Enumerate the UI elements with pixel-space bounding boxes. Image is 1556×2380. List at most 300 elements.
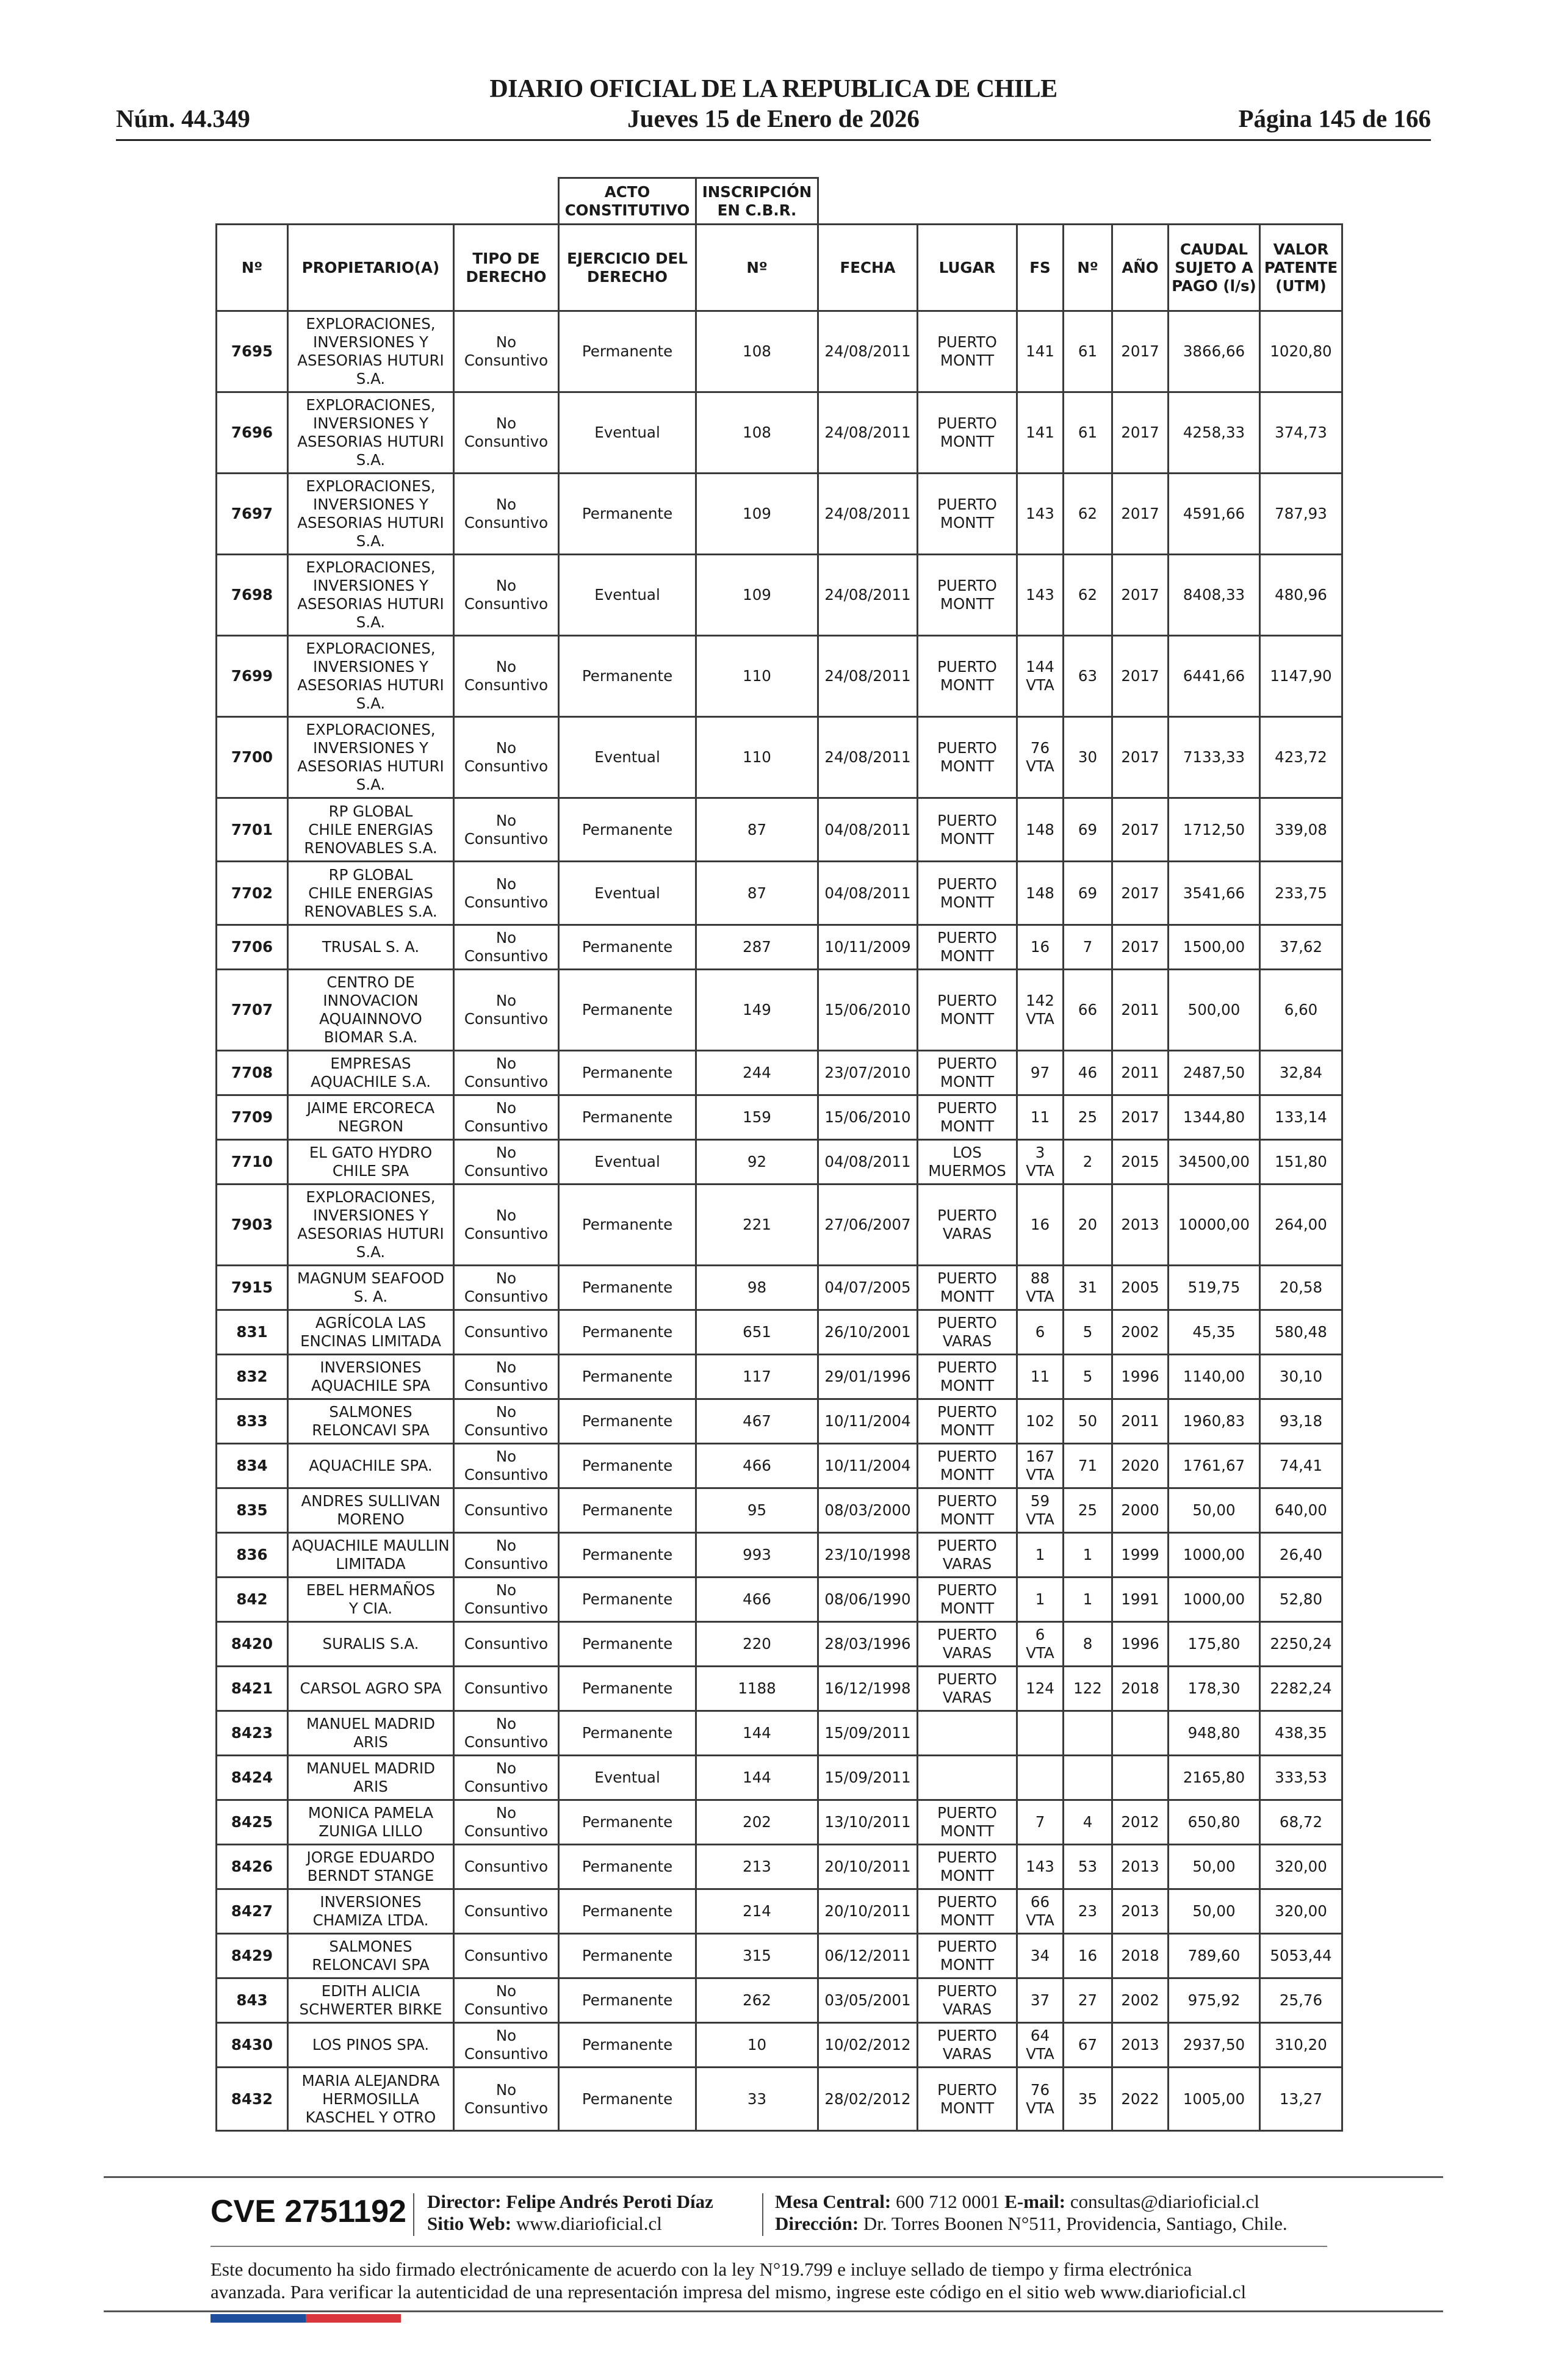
lugar-cell: PUERTO MONTT — [918, 555, 1017, 636]
fs-cell: 97 — [1017, 1051, 1064, 1095]
valor-cell: 52,80 — [1260, 1578, 1342, 1622]
owner-cell: RP GLOBAL CHILE ENERGIAS RENOVABLES S.A. — [288, 862, 454, 925]
ejercicio-cell: Eventual — [559, 717, 696, 798]
lugar-cell — [918, 1711, 1017, 1756]
nro-cell: 4 — [1064, 1800, 1112, 1845]
lugar-cell: PUERTO MONTT — [918, 474, 1017, 555]
lugar-cell: PUERTO MONTT — [918, 1399, 1017, 1444]
inscripcion-num-cell: 109 — [696, 474, 818, 555]
fs-cell: 7 — [1017, 1800, 1064, 1845]
table-row — [217, 1934, 1342, 1978]
anio-cell: 2017 — [1112, 862, 1169, 925]
ejercicio-cell: Permanente — [559, 1399, 696, 1444]
caudal-cell: 1140,00 — [1169, 1355, 1260, 1399]
lugar-cell: PUERTO MONTT — [918, 1266, 1017, 1310]
website-label: Sitio Web: — [427, 2213, 512, 2234]
row-number-cell: 8420 — [217, 1622, 288, 1667]
fs-cell — [1017, 1711, 1064, 1756]
table-row — [217, 798, 1342, 862]
fs-cell: 11 — [1017, 1095, 1064, 1140]
owner-cell: RP GLOBAL CHILE ENERGIAS RENOVABLES S.A. — [288, 798, 454, 862]
caudal-cell: 2165,80 — [1169, 1756, 1260, 1800]
ejercicio-cell: Permanente — [559, 1711, 696, 1756]
inscripcion-num-cell: 95 — [696, 1488, 818, 1533]
valor-cell: 2250,24 — [1260, 1622, 1342, 1667]
inscripcion-num-cell: 144 — [696, 1711, 818, 1756]
ejercicio-cell: Eventual — [559, 1140, 696, 1185]
legal-line: Este documento ha sido firmado electrónicamente de acuerdo con la ley N°19.799 e incluye sellado de tiempo y firma electrónica — [211, 2259, 1192, 2280]
fecha-cell: 10/02/2012 — [818, 2023, 918, 2068]
nro-cell: 5 — [1064, 1355, 1112, 1399]
lugar-cell: PUERTO MONTT — [918, 2068, 1017, 2131]
row-number-cell: 8421 — [217, 1667, 288, 1711]
valor-cell: 580,48 — [1260, 1310, 1342, 1355]
owner-cell: MANUEL MADRID ARIS — [288, 1756, 454, 1800]
nro-cell: 25 — [1064, 1095, 1112, 1140]
nro-cell — [1064, 1756, 1112, 1800]
anio-cell: 2020 — [1112, 1444, 1169, 1488]
row-number-cell: 8430 — [217, 2023, 288, 2068]
tipo-cell: Consuntivo — [454, 1667, 559, 1711]
tipo-cell: Consuntivo — [454, 1488, 559, 1533]
anio-cell: 2013 — [1112, 2023, 1169, 2068]
tipo-cell: No Consuntivo — [454, 1051, 559, 1095]
fs-cell: 142 VTA — [1017, 970, 1064, 1051]
ejercicio-cell: Eventual — [559, 555, 696, 636]
row-number-cell: 8423 — [217, 1711, 288, 1756]
nro-cell: 69 — [1064, 798, 1112, 862]
anio-cell: 2000 — [1112, 1488, 1169, 1533]
owner-cell: INVERSIONES CHAMIZA LTDA. — [288, 1889, 454, 1934]
inscripcion-num-cell: 144 — [696, 1756, 818, 1800]
anio-cell: 2017 — [1112, 717, 1169, 798]
valor-cell: 25,76 — [1260, 1978, 1342, 2023]
table-row — [217, 1533, 1342, 1578]
inscripcion-num-cell: 287 — [696, 925, 818, 970]
row-number-cell: 7707 — [217, 970, 288, 1051]
inscripcion-num-cell: 117 — [696, 1355, 818, 1399]
flag-red-band — [306, 2314, 401, 2323]
tipo-cell: No Consuntivo — [454, 555, 559, 636]
caudal-cell: 789,60 — [1169, 1934, 1260, 1978]
fs-cell: 88 VTA — [1017, 1266, 1064, 1310]
tipo-cell: No Consuntivo — [454, 798, 559, 862]
fs-cell: 16 — [1017, 925, 1064, 970]
caudal-cell: 1005,00 — [1169, 2068, 1260, 2131]
phone-number: 600 712 0001 — [896, 2191, 1000, 2212]
tipo-cell: No Consuntivo — [454, 1185, 559, 1266]
ejercicio-cell: Permanente — [559, 636, 696, 717]
ejercicio-cell: Permanente — [559, 1051, 696, 1095]
ejercicio-cell: Permanente — [559, 925, 696, 970]
anio-cell: 2017 — [1112, 474, 1169, 555]
page-number: Página 145 de 166 — [1238, 104, 1431, 132]
nro-cell: 63 — [1064, 636, 1112, 717]
footer-contact-block — [775, 2191, 1288, 2235]
col-header-caudal: CAUDAL SUJETO A PAGO (l/s) — [1169, 225, 1260, 311]
table-row — [217, 636, 1342, 717]
fecha-cell: 04/08/2011 — [818, 862, 918, 925]
owner-cell: EDITH ALICIA SCHWERTER BIRKE — [288, 1978, 454, 2023]
tipo-cell: No Consuntivo — [454, 392, 559, 474]
table-row — [217, 1845, 1342, 1889]
anio-cell: 2018 — [1112, 1667, 1169, 1711]
fecha-cell: 15/06/2010 — [818, 970, 918, 1051]
owner-cell: INVERSIONES AQUACHILE SPA — [288, 1355, 454, 1399]
caudal-cell: 34500,00 — [1169, 1140, 1260, 1185]
tipo-cell: No Consuntivo — [454, 2023, 559, 2068]
lugar-cell: PUERTO MONTT — [918, 1444, 1017, 1488]
owner-cell: EMPRESAS AQUACHILE S.A. — [288, 1051, 454, 1095]
row-number-cell: 834 — [217, 1444, 288, 1488]
owner-cell: EXPLORACIONES, INVERSIONES Y ASESORIAS HUTURI S.A. — [288, 717, 454, 798]
tipo-cell: No Consuntivo — [454, 311, 559, 392]
fecha-cell: 04/07/2005 — [818, 1266, 918, 1310]
anio-cell: 2002 — [1112, 1978, 1169, 2023]
fs-cell: 143 — [1017, 1845, 1064, 1889]
address-text: Dr. Torres Boonen N°511, Providencia, Santiago, Chile. — [863, 2213, 1288, 2234]
row-number-cell: 7709 — [217, 1095, 288, 1140]
owner-cell: ANDRES SULLIVAN MORENO — [288, 1488, 454, 1533]
valor-cell: 320,00 — [1260, 1845, 1342, 1889]
table-header-row — [217, 225, 1342, 311]
nro-cell: 69 — [1064, 862, 1112, 925]
valor-cell: 151,80 — [1260, 1140, 1342, 1185]
fecha-cell: 04/08/2011 — [818, 798, 918, 862]
table-body — [217, 311, 1342, 2131]
table-row — [217, 1488, 1342, 1533]
flag-blue-band — [211, 2314, 306, 2323]
nro-cell: 31 — [1064, 1266, 1112, 1310]
fs-cell: 1 — [1017, 1578, 1064, 1622]
tipo-cell: Consuntivo — [454, 1889, 559, 1934]
tipo-cell: Consuntivo — [454, 1310, 559, 1355]
anio-cell: 2011 — [1112, 1051, 1169, 1095]
anio-cell: 2013 — [1112, 1185, 1169, 1266]
inscripcion-num-cell: 10 — [696, 2023, 818, 2068]
fecha-cell: 20/10/2011 — [818, 1845, 918, 1889]
caudal-cell: 50,00 — [1169, 1845, 1260, 1889]
lugar-cell: PUERTO MONTT — [918, 925, 1017, 970]
fecha-cell: 28/03/1996 — [818, 1622, 918, 1667]
owner-cell: SALMONES RELONCAVI SPA — [288, 1934, 454, 1978]
address-label: Dirección: — [775, 2213, 859, 2234]
anio-cell: 2017 — [1112, 798, 1169, 862]
row-number-cell: 7701 — [217, 798, 288, 862]
ejercicio-cell: Permanente — [559, 2023, 696, 2068]
inscripcion-num-cell: 110 — [696, 717, 818, 798]
fecha-cell: 10/11/2004 — [818, 1444, 918, 1488]
caudal-cell: 10000,00 — [1169, 1185, 1260, 1266]
table-row — [217, 862, 1342, 925]
valor-cell: 133,14 — [1260, 1095, 1342, 1140]
fecha-cell: 08/03/2000 — [818, 1488, 918, 1533]
footer-bottom-divider — [104, 2310, 1443, 2312]
owner-cell: MANUEL MADRID ARIS — [288, 1711, 454, 1756]
inscripcion-num-cell: 315 — [696, 1934, 818, 1978]
nro-cell: 2 — [1064, 1140, 1112, 1185]
valor-cell: 32,84 — [1260, 1051, 1342, 1095]
caudal-cell: 1000,00 — [1169, 1578, 1260, 1622]
valor-cell: 310,20 — [1260, 2023, 1342, 2068]
row-number-cell: 7706 — [217, 925, 288, 970]
fs-cell: 148 — [1017, 798, 1064, 862]
inscripcion-num-cell: 221 — [696, 1185, 818, 1266]
owner-cell: SALMONES RELONCAVI SPA — [288, 1399, 454, 1444]
tipo-cell: No Consuntivo — [454, 1095, 559, 1140]
fecha-cell: 04/08/2011 — [818, 1140, 918, 1185]
anio-cell — [1112, 1711, 1169, 1756]
row-number-cell: 7710 — [217, 1140, 288, 1185]
fecha-cell: 03/05/2001 — [818, 1978, 918, 2023]
valor-cell: 68,72 — [1260, 1800, 1342, 1845]
row-number-cell: 831 — [217, 1310, 288, 1355]
ejercicio-cell: Permanente — [559, 1622, 696, 1667]
fecha-cell: 10/11/2004 — [818, 1399, 918, 1444]
nro-cell: 53 — [1064, 1845, 1112, 1889]
inscripcion-num-cell: 466 — [696, 1578, 818, 1622]
ejercicio-cell: Permanente — [559, 1578, 696, 1622]
ejercicio-cell: Permanente — [559, 1889, 696, 1934]
ejercicio-cell: Permanente — [559, 1310, 696, 1355]
page-header — [116, 74, 1431, 143]
nro-cell: 20 — [1064, 1185, 1112, 1266]
row-number-cell: 842 — [217, 1578, 288, 1622]
caudal-cell: 175,80 — [1169, 1622, 1260, 1667]
table-row — [217, 1185, 1342, 1266]
table-row — [217, 2023, 1342, 2068]
publication-date: Jueves 15 de Enero de 2026 — [627, 104, 920, 132]
valor-cell: 233,75 — [1260, 862, 1342, 925]
anio-cell: 2011 — [1112, 1399, 1169, 1444]
valor-cell: 5053,44 — [1260, 1934, 1342, 1978]
table-row — [217, 1756, 1342, 1800]
lugar-cell: PUERTO VARAS — [918, 1978, 1017, 2023]
anio-cell: 2011 — [1112, 970, 1169, 1051]
valor-cell: 6,60 — [1260, 970, 1342, 1051]
valor-cell: 1147,90 — [1260, 636, 1342, 717]
row-number-cell: 7915 — [217, 1266, 288, 1310]
lugar-cell: PUERTO MONTT — [918, 1095, 1017, 1140]
fs-cell: 6 VTA — [1017, 1622, 1064, 1667]
fecha-cell: 23/10/1998 — [818, 1533, 918, 1578]
lugar-cell: PUERTO VARAS — [918, 1533, 1017, 1578]
nro-cell — [1064, 1711, 1112, 1756]
ejercicio-cell: Permanente — [559, 1533, 696, 1578]
caudal-cell: 3866,66 — [1169, 311, 1260, 392]
tipo-cell: No Consuntivo — [454, 970, 559, 1051]
caudal-cell: 1712,50 — [1169, 798, 1260, 862]
fecha-cell: 10/11/2009 — [818, 925, 918, 970]
row-number-cell: 7697 — [217, 474, 288, 555]
row-number-cell: 832 — [217, 1355, 288, 1399]
row-number-cell: 8432 — [217, 2068, 288, 2131]
valor-cell: 374,73 — [1260, 392, 1342, 474]
footer-top-divider — [104, 2176, 1443, 2178]
ejercicio-cell: Permanente — [559, 1667, 696, 1711]
tipo-cell: No Consuntivo — [454, 925, 559, 970]
footer-separator — [762, 2193, 763, 2236]
fecha-cell: 15/09/2011 — [818, 1711, 918, 1756]
tipo-cell: No Consuntivo — [454, 1978, 559, 2023]
nro-cell: 1 — [1064, 1533, 1112, 1578]
table-row — [217, 970, 1342, 1051]
tipo-cell: No Consuntivo — [454, 1578, 559, 1622]
ejercicio-cell: Permanente — [559, 1185, 696, 1266]
footer-director-block — [427, 2191, 713, 2235]
table-row — [217, 1051, 1342, 1095]
chile-flag-stripe — [211, 2314, 401, 2323]
ejercicio-cell: Permanente — [559, 1488, 696, 1533]
table-row — [217, 1444, 1342, 1488]
caudal-cell: 50,00 — [1169, 1488, 1260, 1533]
ejercicio-cell: Eventual — [559, 1756, 696, 1800]
ejercicio-cell: Permanente — [559, 1845, 696, 1889]
valor-cell: 423,72 — [1260, 717, 1342, 798]
tipo-cell: No Consuntivo — [454, 636, 559, 717]
nro-cell: 46 — [1064, 1051, 1112, 1095]
tipo-cell: No Consuntivo — [454, 2068, 559, 2131]
col-header-fs: FS — [1017, 225, 1064, 311]
nro-cell: 30 — [1064, 717, 1112, 798]
fs-cell: 34 — [1017, 1934, 1064, 1978]
anio-cell: 2013 — [1112, 1845, 1169, 1889]
inscripcion-num-cell: 220 — [696, 1622, 818, 1667]
lugar-cell: PUERTO VARAS — [918, 1185, 1017, 1266]
caudal-cell: 650,80 — [1169, 1800, 1260, 1845]
inscripcion-num-cell: 92 — [696, 1140, 818, 1185]
col-header-num: Nº — [696, 225, 818, 311]
fs-cell: 143 — [1017, 474, 1064, 555]
fecha-cell: 15/06/2010 — [818, 1095, 918, 1140]
footer-separator — [413, 2193, 414, 2236]
tipo-cell: Consuntivo — [454, 1622, 559, 1667]
anio-cell: 2018 — [1112, 1934, 1169, 1978]
ejercicio-cell: Permanente — [559, 798, 696, 862]
table-row — [217, 1622, 1342, 1667]
inscripcion-num-cell: 262 — [696, 1978, 818, 2023]
owner-cell: EXPLORACIONES, INVERSIONES Y ASESORIAS HUTURI S.A. — [288, 311, 454, 392]
fs-cell: 3 VTA — [1017, 1140, 1064, 1185]
lugar-cell: PUERTO MONTT — [918, 1800, 1017, 1845]
ejercicio-cell: Eventual — [559, 392, 696, 474]
owner-cell: AGRÍCOLA LAS ENCINAS LIMITADA — [288, 1310, 454, 1355]
fs-cell: 141 — [1017, 311, 1064, 392]
anio-cell: 2005 — [1112, 1266, 1169, 1310]
tipo-cell: No Consuntivo — [454, 1800, 559, 1845]
legal-line: avanzada. Para verificar la autenticidad de una representación impresa del mismo, ingrese este código en el sitio web www.diarioficial.cl — [211, 2281, 1247, 2302]
table-row — [217, 311, 1342, 392]
table-row — [217, 1978, 1342, 2023]
legal-notice — [211, 2258, 1370, 2303]
owner-cell: EXPLORACIONES, INVERSIONES Y ASESORIAS HUTURI S.A. — [288, 474, 454, 555]
tipo-cell: No Consuntivo — [454, 1444, 559, 1488]
website-link[interactable]: www.diarioficial.cl — [516, 2213, 662, 2234]
inscripcion-num-cell: 110 — [696, 636, 818, 717]
table-row — [217, 1266, 1342, 1310]
anio-cell: 2017 — [1112, 392, 1169, 474]
valor-cell: 20,58 — [1260, 1266, 1342, 1310]
anio-cell: 2013 — [1112, 1889, 1169, 1934]
anio-cell: 2012 — [1112, 1800, 1169, 1845]
col-header-lugar: LUGAR — [918, 225, 1017, 311]
fecha-cell: 24/08/2011 — [818, 392, 918, 474]
lugar-cell: PUERTO MONTT — [918, 1845, 1017, 1889]
inscripcion-num-cell: 87 — [696, 798, 818, 862]
fs-cell: 76 VTA — [1017, 2068, 1064, 2131]
inscripcion-num-cell: 466 — [696, 1444, 818, 1488]
table-row — [217, 1399, 1342, 1444]
lugar-cell: PUERTO VARAS — [918, 1310, 1017, 1355]
anio-cell: 2002 — [1112, 1310, 1169, 1355]
owner-cell: CARSOL AGRO SPA — [288, 1667, 454, 1711]
fecha-cell: 27/06/2007 — [818, 1185, 918, 1266]
nro-cell: 23 — [1064, 1889, 1112, 1934]
nro-cell: 62 — [1064, 555, 1112, 636]
fs-cell: 11 — [1017, 1355, 1064, 1399]
valor-cell: 74,41 — [1260, 1444, 1342, 1488]
water-rights-table — [215, 177, 1343, 2132]
email-label: E-mail: — [1004, 2191, 1066, 2212]
owner-cell: EBEL HERMAÑOS Y CIA. — [288, 1578, 454, 1622]
owner-cell: TRUSAL S. A. — [288, 925, 454, 970]
nro-cell: 7 — [1064, 925, 1112, 970]
fecha-cell: 24/08/2011 — [818, 474, 918, 555]
table-row — [217, 717, 1342, 798]
lugar-cell: PUERTO MONTT — [918, 1934, 1017, 1978]
caudal-cell: 4591,66 — [1169, 474, 1260, 555]
anio-cell — [1112, 1756, 1169, 1800]
anio-cell: 2015 — [1112, 1140, 1169, 1185]
valor-cell: 13,27 — [1260, 2068, 1342, 2131]
row-number-cell: 7695 — [217, 311, 288, 392]
fs-cell: 64 VTA — [1017, 2023, 1064, 2068]
row-number-cell: 835 — [217, 1488, 288, 1533]
table-row — [217, 474, 1342, 555]
fecha-cell: 26/10/2001 — [818, 1310, 918, 1355]
valor-cell: 438,35 — [1260, 1711, 1342, 1756]
ejercicio-cell: Permanente — [559, 1266, 696, 1310]
valor-cell: 2282,24 — [1260, 1667, 1342, 1711]
col-header-fecha: FECHA — [818, 225, 918, 311]
issue-number: Núm. 44.349 — [116, 104, 250, 132]
fs-cell: 6 — [1017, 1310, 1064, 1355]
nro-cell: 61 — [1064, 311, 1112, 392]
nro-cell: 50 — [1064, 1399, 1112, 1444]
row-number-cell: 7696 — [217, 392, 288, 474]
anio-cell: 2017 — [1112, 636, 1169, 717]
table-row — [217, 1355, 1342, 1399]
caudal-cell: 975,92 — [1169, 1978, 1260, 2023]
row-number-cell: 7698 — [217, 555, 288, 636]
tipo-cell: No Consuntivo — [454, 1355, 559, 1399]
nro-cell: 71 — [1064, 1444, 1112, 1488]
owner-cell: MARIA ALEJANDRA HERMOSILLA KASCHEL Y OTRO — [288, 2068, 454, 2131]
ejercicio-cell: Permanente — [559, 2068, 696, 2131]
inscripcion-num-cell: 467 — [696, 1399, 818, 1444]
tipo-cell: No Consuntivo — [454, 474, 559, 555]
col-header-n: Nº — [217, 225, 288, 311]
lugar-cell: PUERTO VARAS — [918, 2023, 1017, 2068]
table-row — [217, 1711, 1342, 1756]
ejercicio-cell: Permanente — [559, 311, 696, 392]
owner-cell: JORGE EDUARDO BERNDT STANGE — [288, 1845, 454, 1889]
email-link[interactable]: consultas@diarioficial.cl — [1070, 2191, 1259, 2212]
valor-cell: 30,10 — [1260, 1355, 1342, 1399]
owner-cell: EXPLORACIONES, INVERSIONES Y ASESORIAS HUTURI S.A. — [288, 555, 454, 636]
col-header-nro: Nº — [1064, 225, 1112, 311]
fecha-cell: 29/01/1996 — [818, 1355, 918, 1399]
